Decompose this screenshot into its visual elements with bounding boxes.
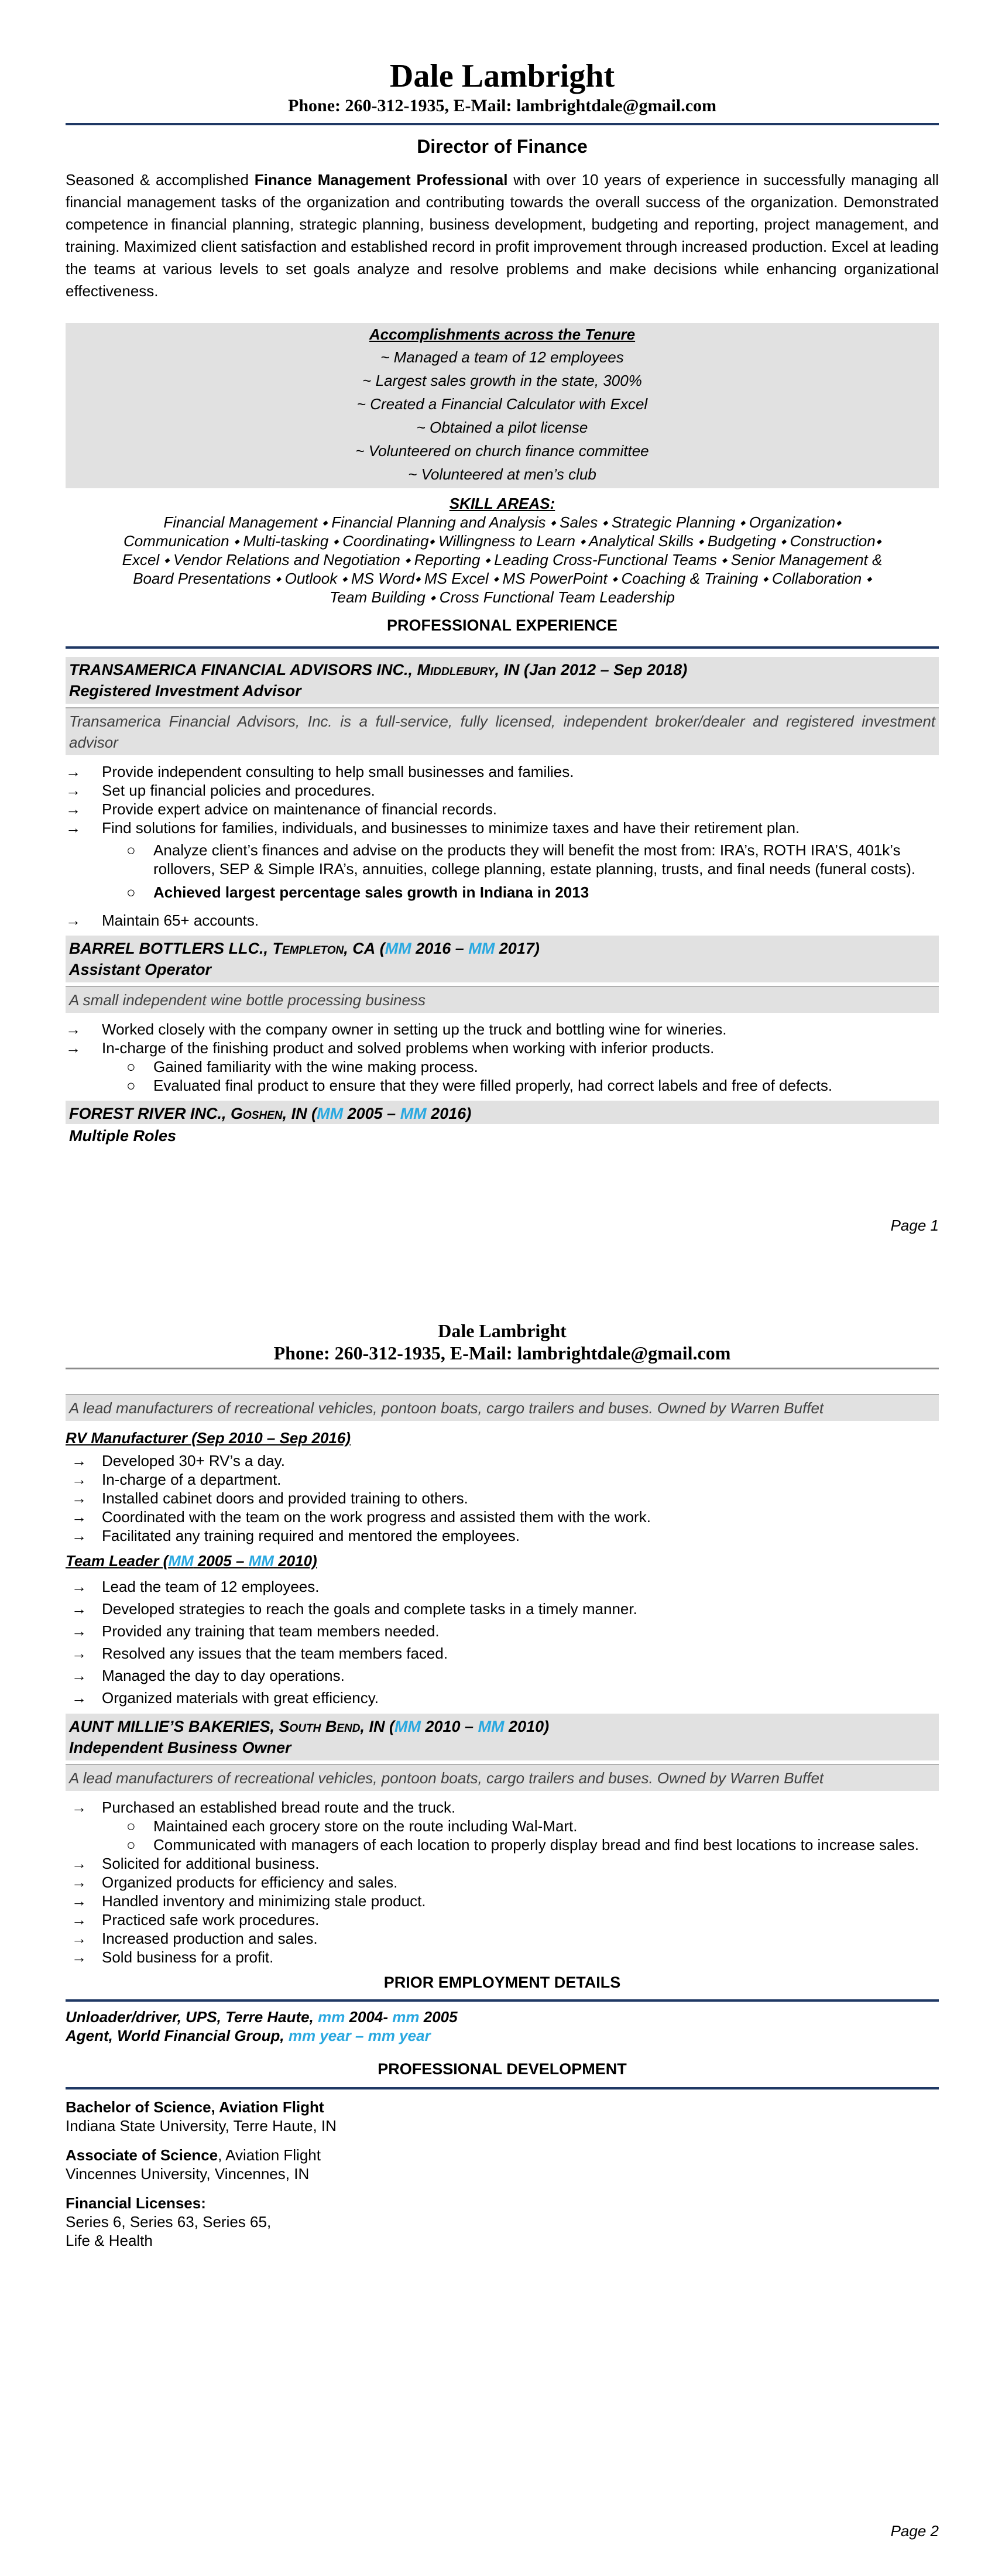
arrow-icon: → xyxy=(71,1667,87,1684)
professional-summary xyxy=(66,169,939,302)
resume-page-2 xyxy=(0,1288,995,2576)
skills-section xyxy=(66,494,939,607)
month-placeholder: mm xyxy=(392,2008,420,2026)
month-placeholder: MM xyxy=(317,1105,344,1122)
list-item xyxy=(66,1664,939,1687)
job-dates-start: 2016 – xyxy=(411,940,469,957)
list-item xyxy=(66,1798,939,1817)
license-line: Series 6, Series 63, Series 65, xyxy=(66,2213,272,2231)
bullet-text: In-charge of a department. xyxy=(102,1471,282,1488)
job-position: Assistant Operator xyxy=(69,961,212,978)
company-description: Transamerica Financial Advisors, Inc. is a full-service, fully licensed, independent broker/dealer and registered investment advisor xyxy=(66,707,939,755)
resume-page-1 xyxy=(0,0,995,1276)
list-item xyxy=(66,841,939,878)
bullet-text: Coordinated with the team on the work progress and assisted them with the work. xyxy=(102,1508,651,1526)
company-line xyxy=(66,657,939,680)
circle-bullet-icon: ○ xyxy=(126,883,136,901)
bullet-text: Lead the team of 12 employees. xyxy=(102,1578,320,1595)
list-item xyxy=(66,1687,939,1709)
arrow-icon: → xyxy=(66,800,81,818)
prior-job-line xyxy=(66,2026,939,2045)
bullet-text: Worked closely with the company owner in setting up the truck and bottling wine for wineries. xyxy=(102,1020,727,1038)
bullet-text: Installed cabinet doors and provided training to others. xyxy=(102,1489,468,1507)
prior-job-title: Agent, World Financial Group, xyxy=(66,2027,289,2044)
arrow-icon: → xyxy=(66,1039,81,1057)
job-header-barrel-bottlers xyxy=(66,936,939,982)
list-item xyxy=(66,818,939,837)
summary-intro: Seasoned & accomplished xyxy=(66,171,255,189)
skills-line: Excel ⬩ Vendor Relations and Negotiation ⬩ Reporting ⬩ Leading Cross-Functional Teams ⬩ Senior Management & xyxy=(122,551,883,568)
sub-role-start: 2005 – xyxy=(193,1552,249,1570)
company-name: FOREST RIVER INC., xyxy=(69,1105,231,1122)
list-item xyxy=(66,1076,939,1095)
candidate-name: Dale Lambright xyxy=(438,1320,567,1341)
bullet-text: Achieved largest percentage sales growth in Indiana in 2013 xyxy=(153,883,589,901)
prior-job-start: 2004- xyxy=(345,2008,393,2026)
arrow-icon: → xyxy=(66,763,81,780)
arrow-icon: → xyxy=(71,1508,87,1526)
prior-divider xyxy=(66,1999,939,2002)
license-line: Life & Health xyxy=(66,2232,153,2249)
job-bullets xyxy=(66,762,939,837)
date-placeholder: mm year – mm year xyxy=(288,2027,431,2044)
bullet-text: Practiced safe work procedures. xyxy=(102,1911,320,1928)
skills-line: Financial Management ⬩ Financial Planning and Analysis ⬩ Sales ⬩ Strategic Planning ⬩ Organization⬩ xyxy=(163,513,841,531)
bullet-text: Developed strategies to reach the goals and complete tasks in a timely manner. xyxy=(102,1600,637,1618)
circle-bullet-icon: ○ xyxy=(126,1836,136,1854)
month-placeholder: MM xyxy=(168,1552,194,1570)
list-item xyxy=(66,1598,939,1620)
month-placeholder: MM xyxy=(394,1718,421,1735)
bullet-text: Analyze client’s finances and advise on the products they will benefit the most from: IRA’s, ROTH IRA’S, 401k’s rollovers, SEP & Simple IRA’s, annuities, college planning, estate planning, trusts, and final needs (funeral costs). xyxy=(153,841,916,878)
bullet-text: Solicited for additional business. xyxy=(102,1855,320,1872)
arrow-icon: → xyxy=(71,1600,87,1618)
accomplishment-item: ~ Managed a team of 12 employees xyxy=(380,348,624,366)
list-item xyxy=(66,883,939,902)
experience-heading: PROFESSIONAL EXPERIENCE xyxy=(386,616,618,634)
list-item xyxy=(66,1620,939,1642)
arrow-icon: → xyxy=(71,1873,87,1891)
job-bullets xyxy=(66,911,939,930)
accomplishment-item: ~ Created a Financial Calculator with Excel xyxy=(356,395,648,413)
summary-highlight: Finance Management Professional xyxy=(254,171,508,189)
arrow-icon: → xyxy=(66,782,81,799)
arrow-icon: → xyxy=(71,1489,87,1507)
month-placeholder: MM xyxy=(468,940,495,957)
job-dates-start: 2010 – xyxy=(420,1718,478,1735)
development-divider xyxy=(66,2087,939,2089)
job-bullets xyxy=(66,1020,939,1057)
bullet-text: Gained familiarity with the wine making process. xyxy=(153,1058,478,1075)
accomplishment-item: ~ Volunteered at men’s club xyxy=(408,465,596,483)
arrow-icon: → xyxy=(66,1020,81,1038)
list-item xyxy=(66,800,939,818)
bullet-text: Resolved any issues that the team members faced. xyxy=(102,1645,448,1662)
month-placeholder: mm xyxy=(318,2008,345,2026)
accomplishment-item: ~ Obtained a pilot license xyxy=(416,419,588,436)
job-position: Registered Investment Advisor xyxy=(69,682,301,700)
bullet-text: Provide expert advice on maintenance of financial records. xyxy=(102,800,497,818)
job-bullets xyxy=(66,1798,939,1817)
list-item xyxy=(66,911,939,930)
skills-line: Board Presentations ⬩ Outlook ⬩ MS Word⬩ MS Excel ⬩ MS PowerPoint ⬩ Coaching & Training ⬩ Collaboration ⬩ xyxy=(133,570,872,587)
list-item xyxy=(66,1910,939,1929)
prior-job-end: 2005 xyxy=(419,2008,458,2026)
arrow-icon: → xyxy=(71,1855,87,1872)
bullet-text: Organized products for efficiency and sales. xyxy=(102,1873,398,1891)
job-position: Independent Business Owner xyxy=(69,1739,291,1756)
job-dates-end: 2017) xyxy=(495,940,540,957)
degree-name: Associate of Science xyxy=(66,2146,218,2164)
company-name: AUNT MILLIE’S BAKERIES, xyxy=(69,1718,279,1735)
arrow-icon: → xyxy=(66,819,81,837)
company-location: Middlebury, IN xyxy=(417,661,520,679)
company-description: A lead manufacturers of recreational vehicles, pontoon boats, cargo trailers and buses. Owned by Warren Buffet xyxy=(66,1394,939,1421)
company-description: A small independent wine bottle processing business xyxy=(66,986,939,1013)
job-header-transamerica xyxy=(66,657,939,704)
arrow-icon: → xyxy=(71,1578,87,1595)
licenses-heading: Financial Licenses: xyxy=(66,2194,206,2212)
list-item xyxy=(66,1575,939,1598)
candidate-name: Dale Lambright xyxy=(389,58,615,94)
job-position: Multiple Roles xyxy=(69,1127,177,1145)
arrow-icon: → xyxy=(71,1622,87,1640)
job-bullets xyxy=(66,1451,939,1545)
experience-divider xyxy=(66,646,939,649)
sub-role-heading xyxy=(66,1551,939,1571)
list-item xyxy=(66,1873,939,1892)
arrow-icon: → xyxy=(71,1948,87,1966)
company-line xyxy=(66,936,939,959)
header-divider xyxy=(66,123,939,125)
arrow-icon: → xyxy=(71,1911,87,1928)
job-dates-open: ( xyxy=(307,1105,317,1122)
list-item xyxy=(66,1835,939,1854)
job-dates: (Jan 2012 – Sep 2018) xyxy=(519,661,688,679)
bullet-text: Maintain 65+ accounts. xyxy=(102,912,259,929)
accomplishments-heading: Accomplishments across the Tenure xyxy=(369,326,636,343)
circle-bullet-icon: ○ xyxy=(126,841,136,859)
list-item xyxy=(66,1451,939,1470)
company-name: BARREL BOTTLERS LLC., xyxy=(69,940,273,957)
contact-line: Phone: 260-312-1935, E-Mail: lambrightdale@gmail.com xyxy=(288,96,716,115)
job-dates-end: 2016) xyxy=(426,1105,472,1122)
bullet-text: Sold business for a profit. xyxy=(102,1948,274,1966)
job-dates-start: 2005 – xyxy=(343,1105,400,1122)
accomplishment-item: ~ Volunteered on church finance committee xyxy=(355,442,649,460)
circle-bullet-icon: ○ xyxy=(126,1077,136,1094)
skills-line: Communication ⬩ Multi-tasking ⬩ Coordinating⬩ Willingness to Learn ⬩ Analytical Skills ⬩ Budgeting ⬩ Construction⬩ xyxy=(123,532,881,550)
arrow-icon: → xyxy=(71,1689,87,1707)
list-item xyxy=(66,762,939,781)
development-heading: PROFESSIONAL DEVELOPMENT xyxy=(378,2060,627,2078)
list-item xyxy=(66,781,939,800)
bullet-text: Purchased an established bread route and the truck. xyxy=(102,1799,456,1816)
bullet-text: Provided any training that team members needed. xyxy=(102,1622,440,1640)
bullet-text: Find solutions for families, individuals, and businesses to minimize taxes and have their retirement plan. xyxy=(102,819,800,837)
list-item xyxy=(66,1057,939,1076)
list-item xyxy=(66,1948,939,1967)
sub-role-title: Team Leader ( xyxy=(66,1552,169,1570)
job-dates-end: 2010) xyxy=(504,1718,550,1735)
skills-heading: SKILL AREAS: xyxy=(449,495,555,512)
job-header-forest-river xyxy=(66,1101,939,1124)
list-item xyxy=(66,1526,939,1545)
list-item xyxy=(66,1470,939,1489)
bullet-text: Evaluated final product to ensure that they were filled properly, had correct labels and free of defects. xyxy=(153,1077,833,1094)
arrow-icon: → xyxy=(71,1930,87,1947)
list-item xyxy=(66,1854,939,1873)
bullet-text: Set up financial policies and procedures. xyxy=(102,782,375,799)
arrow-icon: → xyxy=(66,912,81,929)
summary-body: with over 10 years of experience in successfully managing all financial management tasks of the organization and contributing towards the overall success of the organization. Demonstrated competence in financial planning, strategic planning, business development, budgeting and reporting, project management, and training. Maximized client satisfaction and established record in profit improvement through increased production. Excel at leading the teams at various levels to set goals analyze and resolve problems and make decisions while enhancing organizational effectiveness. xyxy=(66,171,939,300)
header-divider xyxy=(66,1368,939,1369)
prior-job-title: Unloader/driver, UPS, Terre Haute, xyxy=(66,2008,318,2026)
job-dates-open: ( xyxy=(375,940,385,957)
job-bullets xyxy=(66,1575,939,1709)
company-line xyxy=(66,1101,939,1124)
accomplishment-item: ~ Largest sales growth in the state, 300% xyxy=(362,372,642,389)
bullet-text: Communicated with managers of each location to properly display bread and find best locations to increase sales. xyxy=(153,1836,919,1854)
role-title: Director of Finance xyxy=(417,136,588,157)
job-sub-bullets xyxy=(66,841,939,902)
list-item xyxy=(66,1020,939,1039)
list-item xyxy=(66,1508,939,1526)
arrow-icon: → xyxy=(71,1799,87,1816)
bullet-text: Maintained each grocery store on the route including Wal-Mart. xyxy=(153,1817,578,1835)
prior-employment-heading: PRIOR EMPLOYMENT DETAILS xyxy=(383,1974,621,1991)
company-location: Templeton, CA xyxy=(272,940,376,957)
degree-field: , Aviation Flight xyxy=(218,2146,321,2164)
list-item xyxy=(66,1817,939,1835)
list-item xyxy=(66,1039,939,1057)
job-header-aunt-millies xyxy=(66,1714,939,1760)
circle-bullet-icon: ○ xyxy=(126,1817,136,1835)
job-sub-bullets xyxy=(66,1057,939,1095)
arrow-icon: → xyxy=(71,1892,87,1910)
bullet-text: Handled inventory and minimizing stale product. xyxy=(102,1892,426,1910)
arrow-icon: → xyxy=(71,1452,87,1469)
job-bullets xyxy=(66,1854,939,1967)
list-item xyxy=(66,1929,939,1948)
accomplishments-box xyxy=(66,323,939,488)
job-sub-bullets xyxy=(66,1817,939,1854)
company-description: A lead manufacturers of recreational vehicles, pontoon boats, cargo trailers and buses. Owned by Warren Buffet xyxy=(66,1764,939,1791)
bullet-text: Facilitated any training required and mentored the employees. xyxy=(102,1527,520,1544)
company-name: TRANSAMERICA FINANCIAL ADVISORS INC., xyxy=(69,661,417,679)
page-number: Page 1 xyxy=(890,1217,939,1234)
arrow-icon: → xyxy=(71,1527,87,1544)
bullet-text: Managed the day to day operations. xyxy=(102,1667,345,1684)
sub-role-heading: RV Manufacturer (Sep 2010 – Sep 2016) xyxy=(66,1429,351,1447)
page-number: Page 2 xyxy=(890,2522,939,2540)
degree-title: Bachelor of Science, Aviation Flight xyxy=(66,2098,324,2116)
month-placeholder: MM xyxy=(248,1552,274,1570)
arrow-icon: → xyxy=(71,1645,87,1662)
prior-job-line xyxy=(66,2008,939,2026)
company-line xyxy=(66,1714,939,1737)
bullet-text: Developed 30+ RV’s a day. xyxy=(102,1452,285,1469)
month-placeholder: MM xyxy=(400,1105,427,1122)
skills-line: Team Building ⬩ Cross Functional Team Leadership xyxy=(330,588,675,606)
contact-line: Phone: 260-312-1935, E-Mail: lambrightdale@gmail.com xyxy=(273,1342,731,1364)
school-name: Vincennes University, Vincennes, IN xyxy=(66,2165,310,2183)
bullet-text: Increased production and sales. xyxy=(102,1930,318,1947)
arrow-icon: → xyxy=(71,1471,87,1488)
sub-role-end: 2010) xyxy=(273,1552,317,1570)
month-placeholder: MM xyxy=(385,940,411,957)
month-placeholder: MM xyxy=(478,1718,505,1735)
list-item xyxy=(66,1489,939,1508)
bullet-text: Provide independent consulting to help small businesses and families. xyxy=(102,763,574,780)
bullet-text: Organized materials with great efficiency. xyxy=(102,1689,379,1707)
company-location: Goshen, IN xyxy=(231,1105,307,1122)
degree-title xyxy=(66,2146,939,2164)
school-name: Indiana State University, Terre Haute, IN xyxy=(66,2117,337,2135)
job-dates-open: ( xyxy=(385,1718,394,1735)
circle-bullet-icon: ○ xyxy=(126,1058,136,1075)
company-location: South Bend, IN xyxy=(279,1718,385,1735)
list-item xyxy=(66,1642,939,1664)
bullet-text: In-charge of the finishing product and solved problems when working with inferior products. xyxy=(102,1039,715,1057)
list-item xyxy=(66,1892,939,1910)
